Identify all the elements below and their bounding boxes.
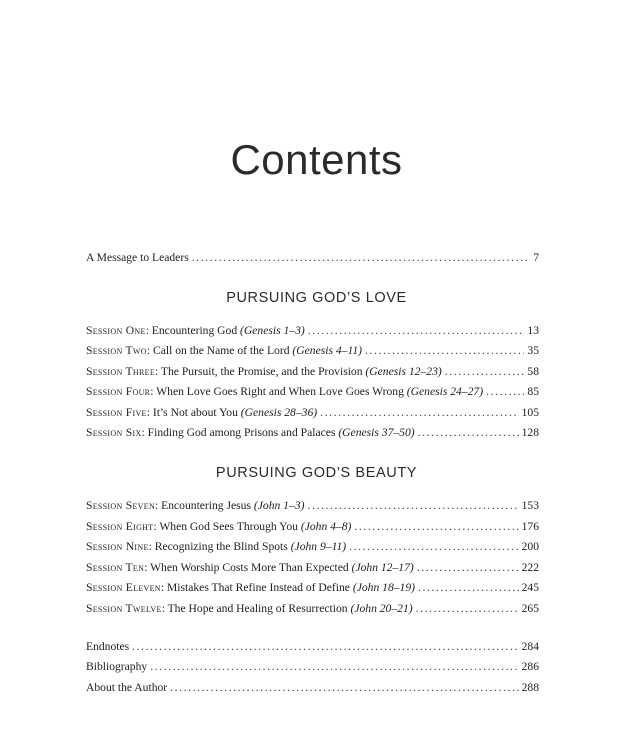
toc-page-number: 245 (521, 581, 539, 594)
scripture-reference: (Genesis 1–3) (240, 324, 305, 337)
session-number: Session Twelve (86, 602, 162, 615)
scripture-reference: (John 1–3) (253, 499, 305, 512)
toc-entry-label: Endnotes (86, 640, 130, 653)
toc-entry-about-author[interactable] (86, 681, 539, 699)
dot-leader (445, 365, 525, 378)
toc-entry-bibliography[interactable] (86, 660, 539, 678)
toc-page-number: 128 (521, 426, 539, 439)
toc-entry-session-2[interactable] (86, 344, 539, 362)
toc-entry-label (86, 324, 305, 337)
section-heading-beauty: PURSUING GOD’S BEAUTY (215, 465, 418, 481)
toc-entry-label (86, 344, 362, 357)
dot-leader (320, 406, 519, 419)
scripture-reference: (Genesis 12–23) (365, 365, 442, 378)
toc-entry-label (86, 602, 413, 615)
toc-page-number: 105 (521, 406, 539, 419)
session-number: Session Eleven (86, 581, 161, 594)
session-number: Session Three (86, 365, 156, 378)
session-number: Session Ten (86, 561, 145, 574)
toc-entry-label: A Message to Leaders (86, 251, 189, 264)
session-title: : The Hope and Healing of Resurrection (161, 602, 351, 615)
dot-leader (416, 602, 519, 615)
toc-entry-label (86, 561, 414, 574)
scripture-reference: (Genesis 37–50) (338, 426, 415, 439)
dot-leader (132, 640, 518, 653)
dot-leader (418, 581, 519, 594)
session-number: Session Seven (86, 499, 156, 512)
session-title: : Encountering Jesus (155, 499, 254, 512)
toc-page-number: 286 (521, 660, 539, 673)
dot-leader (170, 681, 518, 694)
toc-entry-label: About the Author (86, 681, 168, 694)
toc-entry-label (86, 540, 346, 553)
session-title: : When God Sees Through You (153, 520, 301, 533)
session-title: : Call on the Name of the Lord (146, 344, 293, 357)
dot-leader (365, 344, 524, 357)
toc-page-number: 222 (521, 561, 539, 574)
session-number: Session Two (86, 344, 147, 357)
toc-entry-label (86, 581, 415, 594)
session-title: : The Pursuit, the Promise, and the Provision (155, 365, 366, 378)
toc-entry-session-6[interactable] (86, 426, 539, 444)
session-title: : Mistakes That Refine Instead of Define (160, 581, 353, 594)
dot-leader (349, 540, 518, 553)
page-title: Contents (230, 136, 403, 183)
scripture-reference: (Genesis 28–36) (240, 406, 318, 419)
toc-entry-label (86, 365, 442, 378)
toc-entry-session-5[interactable] (86, 406, 539, 424)
scripture-reference: (John 9–11) (290, 540, 347, 553)
session-title: : Recognizing the Blind Spots (148, 540, 291, 553)
dot-leader (354, 520, 518, 533)
toc-entry-label (86, 406, 317, 419)
toc-entry-session-4[interactable] (86, 385, 539, 403)
dot-leader (486, 385, 524, 398)
section-heading-love: PURSUING GOD’S LOVE (226, 290, 407, 306)
toc-entry-endnotes[interactable] (86, 640, 539, 658)
dot-leader (308, 324, 525, 337)
session-title: : When Worship Costs More Than Expected (144, 561, 352, 574)
toc-page-number: 7 (533, 251, 539, 264)
toc-entry-label (86, 385, 483, 398)
session-number: Session Six (86, 426, 142, 439)
session-number: Session Eight (86, 520, 154, 533)
scripture-reference: (John 20–21) (350, 602, 413, 615)
toc-entry-session-1[interactable] (86, 324, 539, 342)
toc-page-number: 176 (521, 520, 539, 533)
toc-entry-label (86, 426, 415, 439)
scripture-reference: (Genesis 24–27) (406, 385, 484, 398)
toc-page-number: 35 (527, 344, 539, 357)
toc-page-number: 288 (521, 681, 539, 694)
toc-entry-session-12[interactable] (86, 602, 539, 620)
session-number: Session One (86, 324, 146, 337)
dot-leader (192, 251, 531, 264)
toc-page-number: 13 (527, 324, 539, 337)
toc-entry-session-3[interactable] (86, 365, 539, 383)
scripture-reference: (Genesis 4–11) (292, 344, 363, 357)
toc-entry-intro[interactable] (86, 251, 539, 269)
dot-leader (150, 660, 518, 673)
toc-entry-session-11[interactable] (86, 581, 539, 599)
toc-entry-session-8[interactable] (86, 520, 539, 538)
toc-entry-label (86, 520, 351, 533)
toc-entry-session-10[interactable] (86, 561, 539, 579)
toc-page-number: 265 (521, 602, 539, 615)
session-title: : It’s Not about You (146, 406, 241, 419)
dot-leader (307, 499, 518, 512)
dot-leader (418, 426, 519, 439)
session-title: : Encountering God (145, 324, 241, 337)
toc-entry-label (86, 499, 304, 512)
toc-page-number: 153 (521, 499, 539, 512)
toc-page-number: 200 (521, 540, 539, 553)
toc-page-number: 284 (521, 640, 539, 653)
session-title: : When Love Goes Right and When Love Goes Wrong (150, 385, 407, 398)
toc-entry-label: Bibliography (86, 660, 148, 673)
scripture-reference: (John 18–19) (352, 581, 416, 594)
session-number: Session Four (86, 385, 151, 398)
scripture-reference: (John 4–8) (300, 520, 352, 533)
toc-entry-session-7[interactable] (86, 499, 539, 517)
session-number: Session Five (86, 406, 147, 419)
session-title: : Finding God among Prisons and Palaces (141, 426, 339, 439)
toc-page-number: 85 (527, 385, 539, 398)
scripture-reference: (John 12–17) (351, 561, 414, 574)
toc-page-number: 58 (527, 365, 539, 378)
dot-leader (417, 561, 519, 574)
session-number: Session Nine (86, 540, 149, 553)
toc-entry-session-9[interactable] (86, 540, 539, 558)
